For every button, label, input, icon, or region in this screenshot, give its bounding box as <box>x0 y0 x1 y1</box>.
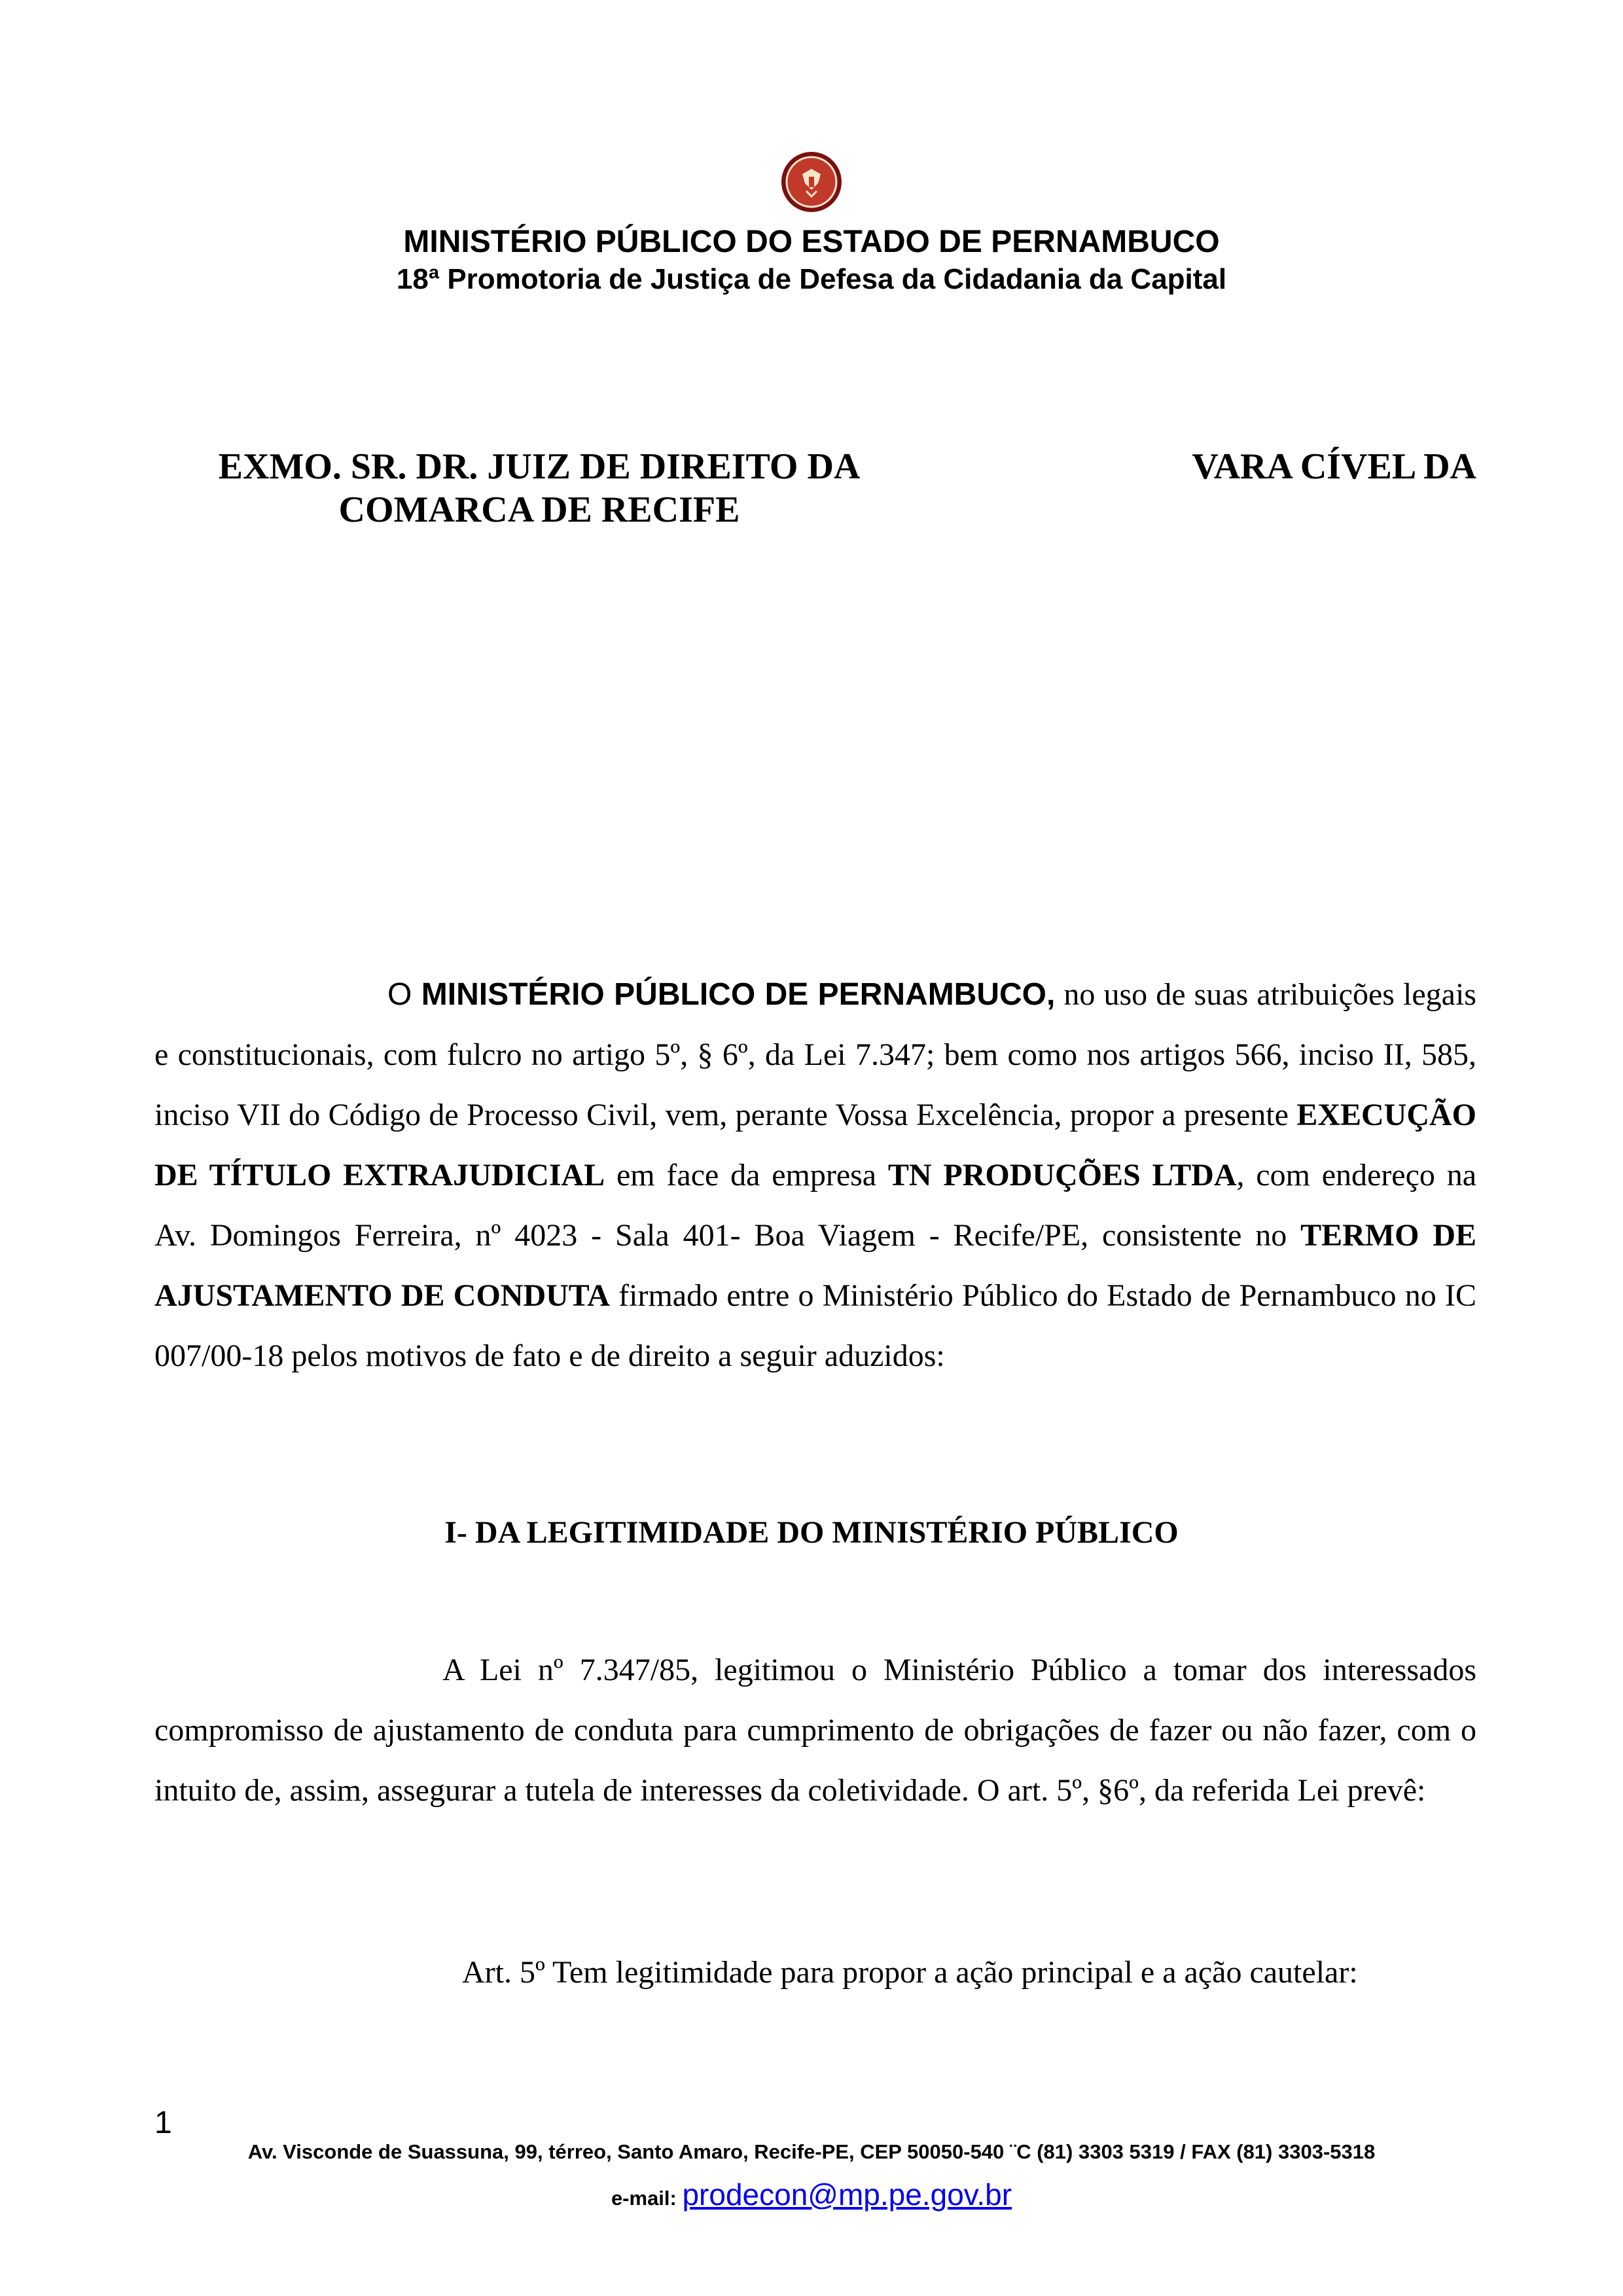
institution-name: MINISTÉRIO PÚBLICO DO ESTADO DE PERNAMBUCO <box>403 224 1220 259</box>
addressee-block <box>173 445 906 531</box>
para1-text-1: O <box>387 977 421 1012</box>
para1-text-3: em face da empresa <box>605 1158 888 1193</box>
legitimacy-paragraph <box>154 1640 1476 1821</box>
law-quote: Art. 5º Tem legitimidade para propor a ação principal e a ação cautelar: <box>462 1955 1358 1990</box>
mppe-seal-icon <box>780 151 843 213</box>
para2-text: A Lei nº 7.347/85, legitimou o Ministério Público a tomar dos interessados compromisso de ajustamento de conduta para cumprimento de obrigações de fazer ou não fazer, com o intuito de, assim, assegurar a tutela de interesses da coletividade. O art. 5º, §6º, da referida Lei prevê: <box>154 1653 1476 1808</box>
addressee-court: VARA CÍVEL DA <box>1192 446 1476 487</box>
para1-text-2: no uso de suas atribuições legais e constitucionais, com fulcro no artigo 5º, § 6º, da Lei 7.347; bem como nos artigos 566, inciso II, 585, inciso VII do Código de Processo Civil, vem, perante Vossa Excelência, propor a presente <box>154 977 1476 1132</box>
footer-address: Av. Visconde de Suassuna, 99, térreo, Santo Amaro, Recife-PE, CEP 50050-540 ¨C (81) 3303 5319 / FAX (81) 3303-5318 <box>247 2140 1376 2163</box>
addressee-line-2: COMARCA DE RECIFE <box>338 490 740 530</box>
page-number: 1 <box>154 2106 172 2140</box>
email-link[interactable]: prodecon@mp.pe.gov.br <box>682 2178 1012 2212</box>
footer-email <box>0 2177 1623 2212</box>
para1-text-5: firmado entre o Ministério Público do Estado de Pernambuco no IC 007/00-18 pelos motivos de fato e de direito a seguir aduzidos: <box>154 1278 1476 1373</box>
para1-bold-term: TERMO DE AJUSTAMENTO DE CONDUTA <box>154 1218 1477 1313</box>
para1-bold-institution: MINISTÉRIO PÚBLICO DE PERNAMBUCO, <box>421 977 1056 1012</box>
para1-text-4: , com endereço na Av. Domingos Ferreira, nº 4023 - Sala 401- Boa Viagem - Recife/PE, consistente no <box>154 1158 1477 1253</box>
department-name: 18ª Promotoria de Justiça de Defesa da Cidadania da Capital <box>396 263 1227 295</box>
opening-paragraph <box>154 965 1476 1386</box>
section-title: I- DA LEGITIMIDADE DO MINISTÉRIO PÚBLICO <box>444 1515 1179 1550</box>
para1-bold-action: EXECUÇÃO DE TÍTULO EXTRAJUDICIAL <box>154 1098 1476 1193</box>
para1-bold-company: TN PRODUÇÕES LTDA <box>887 1158 1237 1193</box>
email-label: e-mail: <box>611 2187 683 2210</box>
addressee-line-1: EXMO. SR. DR. JUIZ DE DIREITO DA <box>218 446 861 487</box>
